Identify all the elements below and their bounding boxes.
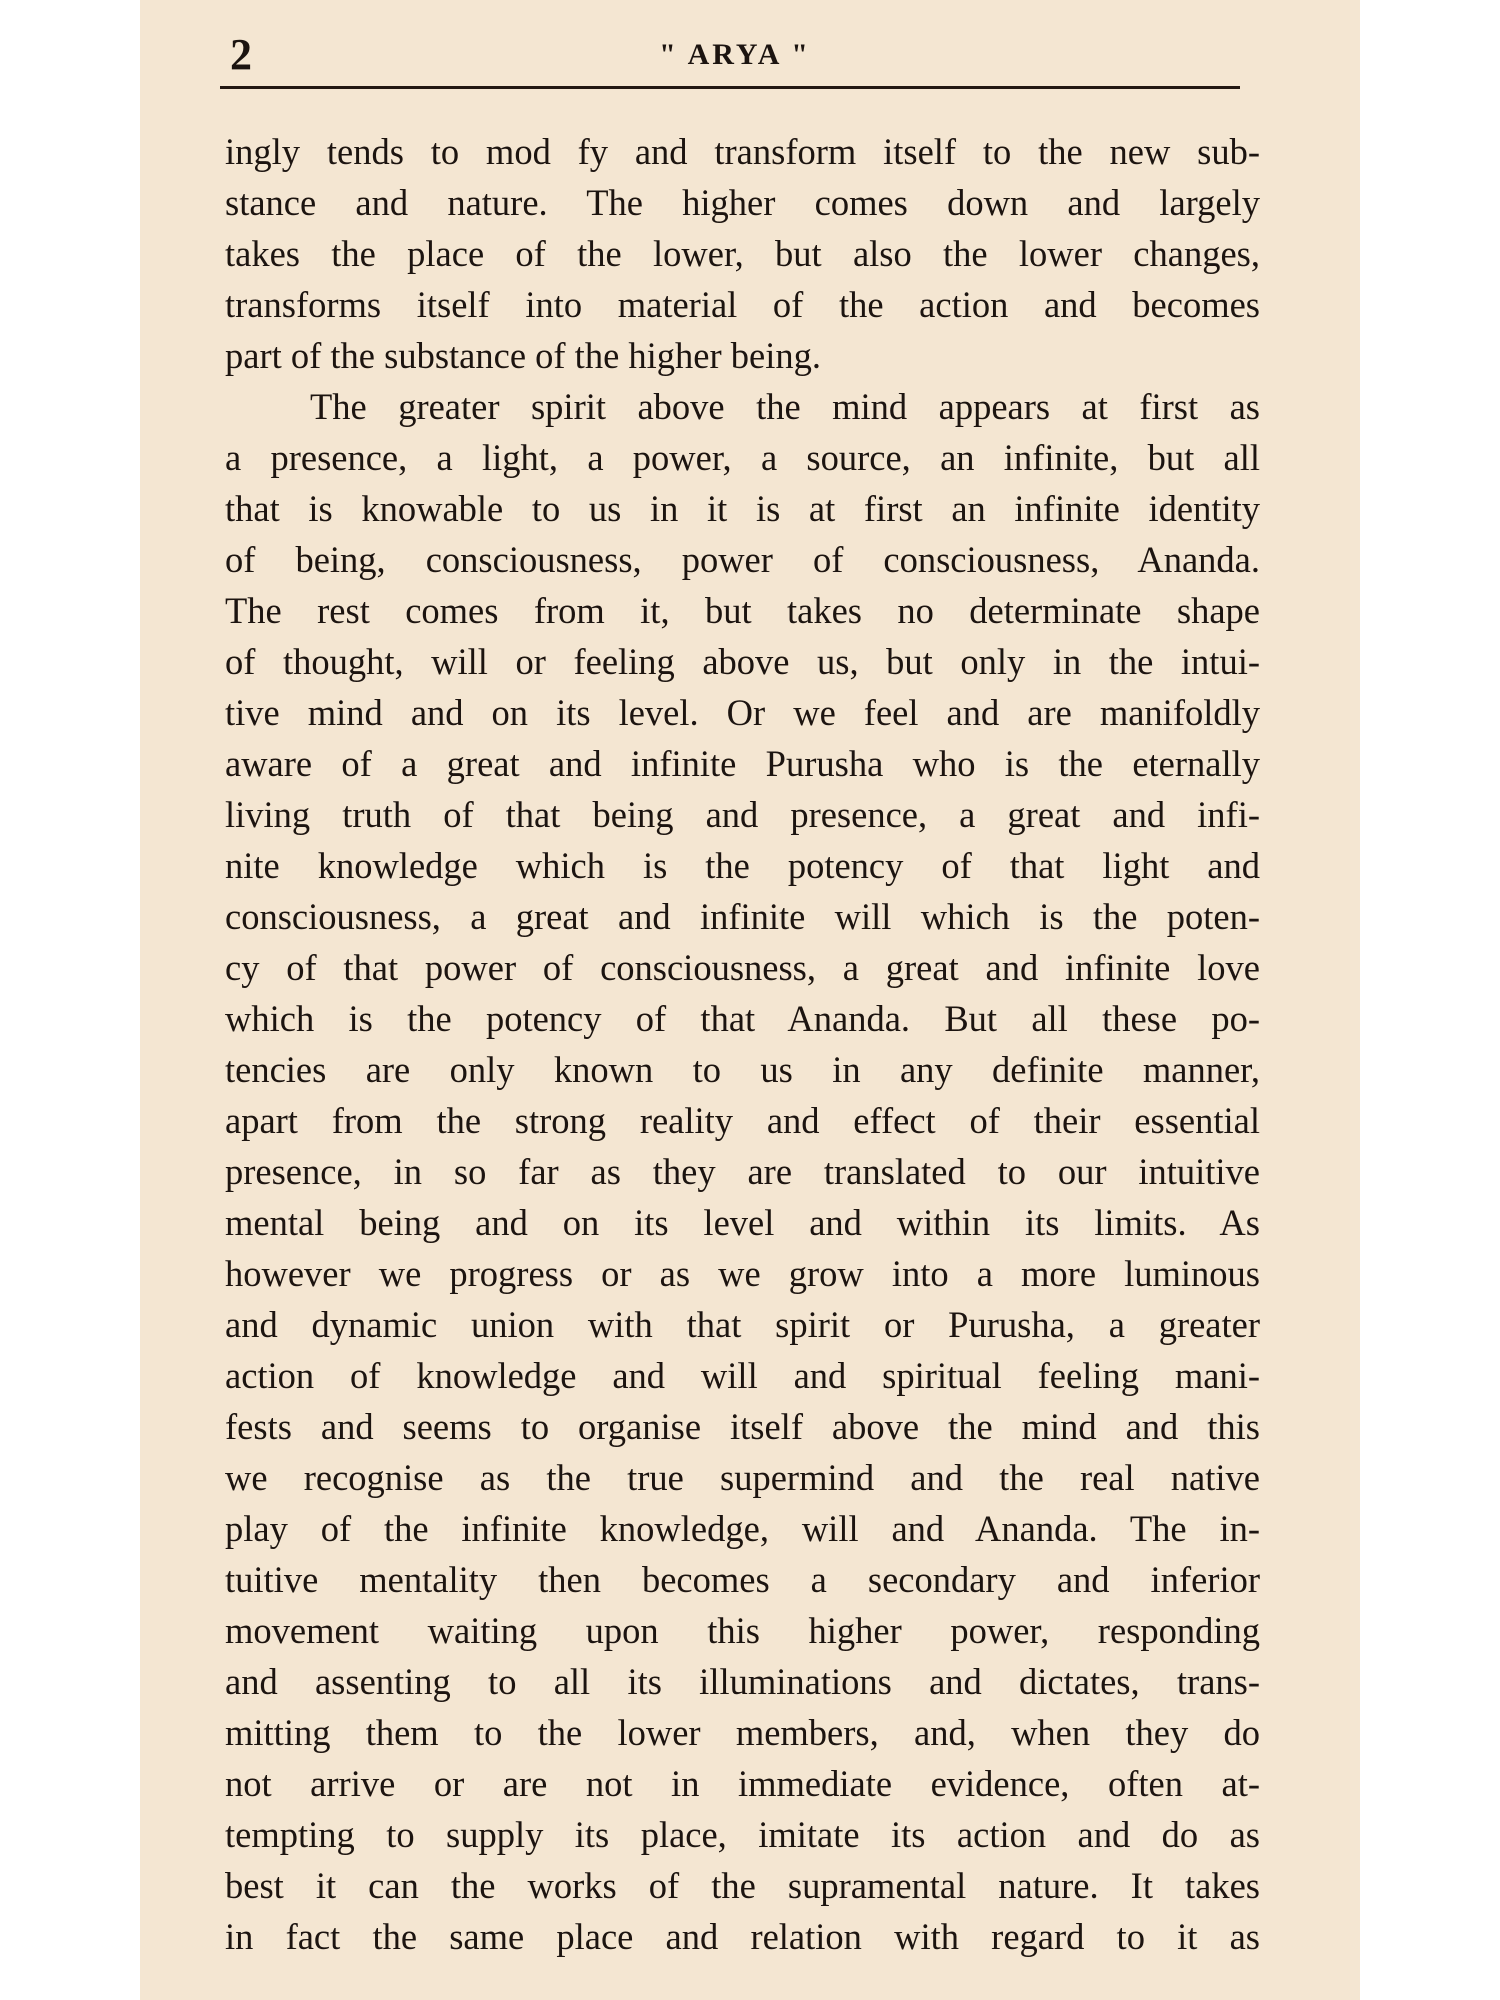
text-line: tive mind and on its level. Or we feel and are manifoldly: [225, 692, 1260, 733]
text-line: a presence, a light, a power, a source, an infinite, but all: [225, 437, 1260, 478]
text-line: and dynamic union with that spirit or Purusha, a greater: [225, 1304, 1260, 1345]
text-line: mitting them to the lower members, and, when they do: [225, 1712, 1260, 1753]
text-line: that is knowable to us in it is at first an infinite identity: [225, 488, 1260, 529]
text-line: presence, in so far as they are translated to our intuitive: [225, 1151, 1260, 1192]
running-head: " ARYA ": [659, 38, 811, 71]
text-line: consciousness, a great and infinite will which is the poten-: [225, 896, 1260, 937]
text-line: fests and seems to organise itself above the mind and this: [225, 1406, 1260, 1447]
body-text: [225, 126, 1260, 1962]
text-line: stance and nature. The higher comes down and largely: [225, 182, 1260, 223]
text-line: however we progress or as we grow into a more luminous: [225, 1253, 1260, 1294]
page-number: 2: [230, 30, 252, 79]
text-line: of being, consciousness, power of consciousness, Ananda.: [225, 539, 1260, 580]
page-header: [230, 30, 1240, 80]
book-page: [140, 0, 1360, 2000]
text-line: movement waiting upon this higher power, responding: [225, 1610, 1260, 1651]
text-line: of thought, will or feeling above us, but only in the intui-: [225, 641, 1260, 682]
text-line: not arrive or are not in immediate evidence, often at-: [225, 1763, 1260, 1804]
text-line: and assenting to all its illuminations and dictates, trans-: [225, 1661, 1260, 1702]
text-line: we recognise as the true supermind and the real native: [225, 1457, 1260, 1498]
header-rule: [220, 86, 1240, 89]
text-line: tencies are only known to us in any definite manner,: [225, 1049, 1260, 1090]
text-line: apart from the strong reality and effect of their essential: [225, 1100, 1260, 1141]
text-line: tuitive mentality then becomes a secondary and inferior: [225, 1559, 1260, 1600]
text-line: action of knowledge and will and spiritual feeling mani-: [225, 1355, 1260, 1396]
text-line: play of the infinite knowledge, will and Ananda. The in-: [225, 1508, 1260, 1549]
text-line: aware of a great and infinite Purusha who is the eternally: [225, 743, 1260, 784]
text-line: transforms itself into material of the action and becomes: [225, 284, 1260, 325]
text-line: mental being and on its level and within its limits. As: [225, 1202, 1260, 1243]
text-line: takes the place of the lower, but also the lower changes,: [225, 233, 1260, 274]
text-line: The greater spirit above the mind appears at first as: [310, 386, 1260, 427]
text-line: best it can the works of the supramental nature. It takes: [225, 1865, 1260, 1906]
text-line: in fact the same place and relation with regard to it as: [225, 1916, 1260, 1957]
text-line: nite knowledge which is the potency of that light and: [225, 845, 1260, 886]
text-line: The rest comes from it, but takes no determinate shape: [225, 590, 1260, 631]
text-line: which is the potency of that Ananda. But all these po-: [225, 998, 1260, 1039]
text-line: ingly tends to mod fy and transform itself to the new sub-: [225, 131, 1260, 172]
text-line: living truth of that being and presence, a great and infi-: [225, 794, 1260, 835]
text-line: tempting to supply its place, imitate its action and do as: [225, 1814, 1260, 1855]
text-line: part of the substance of the higher being.: [225, 335, 821, 376]
text-line: cy of that power of consciousness, a great and infinite love: [225, 947, 1260, 988]
